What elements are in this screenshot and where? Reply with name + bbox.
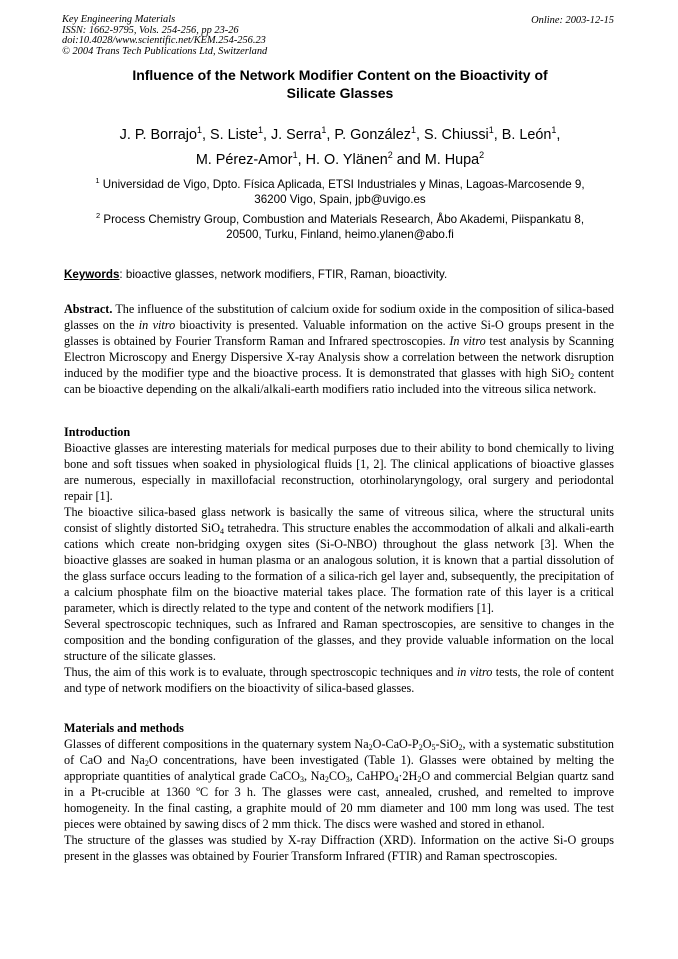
affiliation-text: Universidad de Vigo, Dpto. Física Aplicada, ETSI Industriales y Minas, Lagoas-Marcosende 9, — [99, 178, 585, 191]
conjunction: and — [392, 152, 425, 168]
affiliation-number: 2 — [95, 211, 101, 221]
author: J. P. Borrajo — [119, 127, 197, 143]
author: H. O. Ylänen — [305, 152, 388, 168]
author-line-2 — [40, 148, 640, 173]
separator: , — [297, 152, 306, 168]
affiliation-text: 36200 Vigo, Spain, jpb@uvigo.es — [254, 193, 426, 206]
affiliation-mark: 1 — [551, 125, 557, 136]
affiliation-mark: 1 — [196, 125, 202, 136]
separator: , — [556, 127, 561, 143]
paragraph: Bioactive glasses are interesting materials for medical purposes due to their ability to bond chemically to living bone and soft tissues when soaked in physiological fluids [1, 2]. The clinical applications of bioactive glasses are numerous, especially in maxillofacial reconstruction, otorhinolaryngology, oral surgery and periodontal repair [1]. — [64, 441, 614, 503]
paragraph: The bioactive silica-based glass network is basically the same of vitreous silica, where the structural units consist of slightly distorted SiO$_4$ tetrahedra. This structure enables the accommodation of alkali and alkali-earth cations which create non-bridging oxygen sites (Si-O-NBO) throughout the glass network [3]. When the bioactive glasses are soaked in human plasma or an analogous solution, it is known that a partial dissolution of the glass surface occurs leading to the formation of a silica-rich gel layer and, subsequently, the precipitation of a calcium phosphate film on the bioactive material takes place. The formation rate of this layer is a critical parameter, which is directly related to the type and content of the network modifiers [1]. — [64, 505, 614, 615]
author-list — [40, 123, 640, 173]
separator: , — [493, 127, 502, 143]
doi-line: doi:10.4028/www.scientific.net/KEM.254-256.23 — [62, 35, 266, 47]
paragraph: The structure of the glasses was studied by X-ray Diffraction (XRD). Information on the active Si-O groups present in the glasses was obtained by Fourier Transform Infrared (FTIR) and Raman spectroscopies. — [64, 833, 614, 863]
introduction-section — [64, 424, 614, 696]
affiliation-mark: 2 — [387, 150, 393, 161]
issn-line: ISSN: 1662-9795, Vols. 254-256, pp 23-26 — [62, 24, 239, 36]
affiliation-mark: 1 — [321, 125, 327, 136]
separator: , — [415, 127, 424, 143]
abstract-section — [64, 301, 614, 397]
affiliation-mark: 2 — [479, 150, 485, 161]
section-heading: Introduction — [64, 425, 131, 439]
affiliation-mark: 1 — [488, 125, 494, 136]
author: M. Pérez-Amor — [195, 152, 293, 168]
keywords-text: bioactive glasses, network modifiers, FTIR, Raman, bioactivity. — [122, 268, 448, 281]
keywords-line — [64, 268, 447, 281]
journal-header — [62, 15, 267, 57]
paragraph: Thus, the aim of this work is to evaluate, through spectroscopic techniques and in vitro tests, the role of content and type of network modifiers on the bioactivity of silica-based glasses. — [64, 665, 615, 695]
abstract-label: Abstract. — [64, 302, 113, 316]
affiliation-text: 20500, Turku, Finland, heimo.ylanen@abo.fi — [226, 228, 454, 241]
affiliation-text: Process Chemistry Group, Combustion and Materials Research, Åbo Akademi, Piispankatu 8, — [100, 213, 585, 226]
methods-section — [64, 720, 614, 864]
title-line-1: Influence of the Network Modifier Content on the Bioactivity of — [132, 67, 548, 83]
online-date: Online: 2003-12-15 — [531, 15, 614, 26]
separator: , — [262, 127, 271, 143]
separator: , — [201, 127, 210, 143]
author: J. Serra — [270, 127, 322, 143]
affiliation-2 — [62, 212, 618, 242]
title-line-2: Silicate Glasses — [286, 85, 394, 101]
affiliation-mark: 1 — [257, 125, 263, 136]
paragraph: Several spectroscopic techniques, such as Infrared and Raman spectroscopies, are sensitive to changes in the composition and the bonding configuration of the glasses, and they provide valuable information on the local structure of the silicate glasses. — [64, 617, 614, 663]
paragraph: Glasses of different compositions in the quaternary system $Na_2O-CaO-P_2O_5-SiO_2$, with a systematic substitution of CaO and $Na_2O$ concentrations, have been investigated (Table 1). Glasses were obtained by melting the appropriate quantities of analytical grade CaCO$_3$, $Na_2CO_3$, $CaHPO_4\cdot 2H_2O$ and commercial Belgian quartz sand in a Pt-crucible at 1360 ºC for 3 h. The glasses were cast, annealed, crushed, and remelted to improve homogeneity. In the final casting, a graphite mould of 20 mm diameter and 100 mm long was used. The test pieces were obtained by sawing discs of 2 mm thick. The discs were washed and stored in ethanol. — [64, 737, 615, 831]
affiliation-mark: 1 — [410, 125, 416, 136]
author: B. León — [501, 127, 552, 143]
author: S. Chiussi — [423, 127, 489, 143]
author: P. González — [334, 127, 411, 143]
affiliation-number: 1 — [95, 176, 100, 186]
affiliation-1 — [62, 177, 618, 207]
keywords-colon: : — [119, 268, 123, 281]
affiliation-mark: 1 — [292, 150, 298, 161]
section-heading: Materials and methods — [64, 721, 184, 735]
copyright-line: © 2004 Trans Tech Publications Ltd, Switzerland — [62, 45, 268, 57]
author: S. Liste — [209, 127, 258, 143]
paper-title — [60, 66, 620, 102]
author: M. Hupa — [424, 152, 480, 168]
journal-name: Key Engineering Materials — [62, 14, 176, 25]
keywords-label: Keywords — [64, 268, 120, 281]
author-line-1 — [40, 123, 640, 148]
separator: , — [326, 127, 335, 143]
abstract-paragraph: Abstract. The influence of the substitution of calcium oxide for sodium oxide in the composition of silica-based glasses on the in vitro bioactivity is presented. Valuable information on the active Si-O groups present in the glasses is obtained by Fourier Transform Raman and Infrared spectroscopies. In vitro test analysis by Scanning Electron Microscopy and Energy Dispersive X-ray Analysis show a correlation between the network disruption induced by the modifier type and the bioactive process. It is demonstrated that glasses with high SiO$_2$ content can be bioactive depending on the alkali/alkali-earth modifiers ratio included into the vitreous silica network. — [64, 302, 615, 396]
